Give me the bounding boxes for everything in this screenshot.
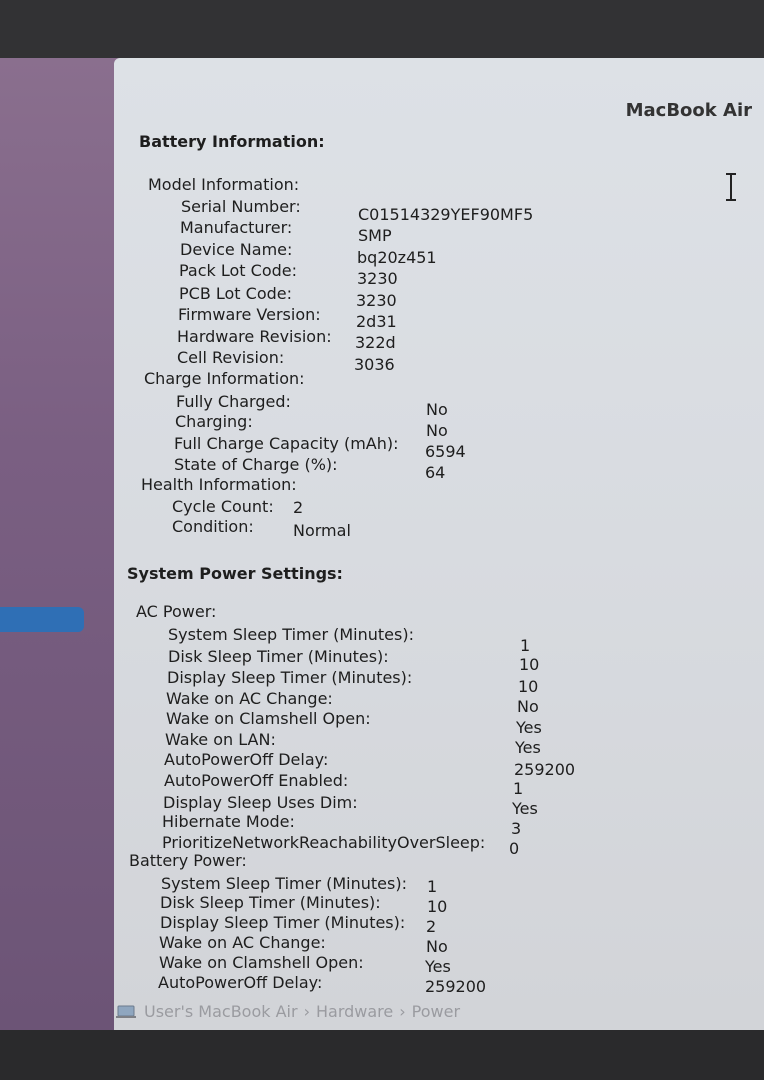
ac-wake-ac-change-value: No	[517, 697, 539, 716]
bat-wake-ac-change-value: No	[426, 937, 448, 956]
ac-wake-clamshell-label: Wake on Clamshell Open:	[166, 709, 371, 728]
bat-wake-clamshell-label: Wake on Clamshell Open:	[159, 953, 364, 972]
bat-disk-sleep-value: 10	[427, 897, 448, 916]
bat-display-sleep-label: Display Sleep Timer (Minutes):	[160, 913, 406, 932]
sidebar-selected-item[interactable]	[0, 607, 84, 632]
ac-wake-lan-value: Yes	[515, 738, 541, 757]
ac-wake-ac-change-label: Wake on AC Change:	[166, 689, 333, 708]
charging-label: Charging:	[175, 412, 253, 431]
ac-hibernate-mode-value: 3	[511, 819, 522, 838]
fully-charged-label: Fully Charged:	[176, 392, 291, 411]
state-of-charge-value: 64	[425, 463, 446, 482]
ac-display-dim-value: Yes	[512, 799, 538, 818]
sidebar	[0, 58, 120, 1030]
model-info-heading: Model Information:	[148, 175, 300, 194]
hardware-revision-label: Hardware Revision:	[177, 327, 332, 346]
ac-wake-lan-label: Wake on LAN:	[165, 730, 276, 749]
manufacturer-value: SMP	[358, 226, 392, 245]
health-info-heading: Health Information:	[141, 475, 297, 494]
firmware-version-value: 2d31	[356, 312, 397, 331]
bat-autopoweroff-delay-value: 259200	[425, 977, 487, 996]
ac-power-heading: AC Power:	[136, 602, 217, 621]
device-name-label: Device Name:	[180, 240, 293, 259]
ac-prioritize-network-value: 0	[509, 839, 520, 858]
bottom-band	[0, 1030, 764, 1080]
state-of-charge-label: State of Charge (%):	[174, 455, 338, 474]
bat-display-sleep-value: 2	[426, 917, 437, 936]
battery-power-heading: Battery Power:	[129, 851, 247, 870]
battery-info-heading: Battery Information:	[139, 132, 325, 151]
bat-autopoweroff-delay-label: AutoPowerOff Delay:	[158, 973, 323, 992]
bat-wake-ac-change-label: Wake on AC Change:	[159, 933, 326, 952]
bat-disk-sleep-label: Disk Sleep Timer (Minutes):	[160, 893, 381, 912]
breadcrumb	[116, 1002, 460, 1021]
ac-autopoweroff-enabled-value: 1	[513, 779, 524, 798]
breadcrumb-item-power[interactable]: Power	[411, 1002, 461, 1021]
ac-autopoweroff-delay-value: 259200	[514, 760, 576, 779]
full-charge-capacity-label: Full Charge Capacity (mAh):	[174, 434, 399, 453]
device-name-value: bq20z451	[357, 248, 437, 267]
condition-value: Normal	[293, 521, 351, 540]
ac-disk-sleep-value: 10	[519, 655, 540, 674]
pcb-lot-code-label: PCB Lot Code:	[179, 284, 293, 303]
ac-display-sleep-value: 10	[518, 677, 539, 696]
firmware-version-label: Firmware Version:	[178, 305, 321, 324]
ac-autopoweroff-delay-label: AutoPowerOff Delay:	[164, 750, 329, 769]
serial-number-value: C01514329YEF90MF5	[358, 205, 534, 224]
ac-display-sleep-label: Display Sleep Timer (Minutes):	[167, 668, 413, 687]
condition-label: Condition:	[172, 517, 254, 536]
top-band	[0, 0, 764, 58]
power-settings-heading: System Power Settings:	[127, 564, 343, 583]
pcb-lot-code-value: 3230	[356, 291, 397, 310]
breadcrumb-separator: ›	[399, 1002, 406, 1021]
manufacturer-label: Manufacturer:	[180, 218, 293, 237]
charging-value: No	[426, 421, 448, 440]
breadcrumb-item-hardware[interactable]: Hardware	[315, 1002, 394, 1021]
pack-lot-code-label: Pack Lot Code:	[179, 261, 298, 280]
machine-title: MacBook Air	[625, 100, 752, 121]
pack-lot-code-value: 3230	[357, 269, 398, 288]
ac-hibernate-mode-label: Hibernate Mode:	[162, 812, 295, 831]
serial-number-label: Serial Number:	[181, 197, 301, 216]
fully-charged-value: No	[426, 400, 448, 419]
breadcrumb-item-computer[interactable]: User's MacBook Air	[144, 1002, 298, 1021]
charge-info-heading: Charge Information:	[144, 369, 305, 388]
ac-system-sleep-label: System Sleep Timer (Minutes):	[168, 625, 414, 644]
ac-prioritize-network-label: PrioritizeNetworkReachabilityOverSleep:	[162, 833, 486, 852]
bat-system-sleep-label: System Sleep Timer (Minutes):	[161, 874, 407, 893]
bat-system-sleep-value: 1	[427, 877, 438, 896]
breadcrumb-separator: ›	[303, 1002, 310, 1021]
ac-autopoweroff-enabled-label: AutoPowerOff Enabled:	[164, 771, 349, 790]
cell-revision-value: 3036	[354, 355, 395, 374]
text-cursor-icon	[724, 172, 738, 202]
hardware-revision-value: 322d	[355, 333, 396, 352]
cycle-count-label: Cycle Count:	[172, 497, 274, 516]
computer-icon	[116, 1005, 136, 1019]
ac-system-sleep-value: 1	[520, 636, 531, 655]
ac-display-dim-label: Display Sleep Uses Dim:	[163, 793, 358, 812]
cell-revision-label: Cell Revision:	[177, 348, 285, 367]
full-charge-capacity-value: 6594	[425, 442, 466, 461]
bat-wake-clamshell-value: Yes	[425, 957, 451, 976]
ac-wake-clamshell-value: Yes	[516, 718, 542, 737]
ac-disk-sleep-label: Disk Sleep Timer (Minutes):	[168, 647, 389, 666]
cycle-count-value: 2	[293, 498, 304, 517]
